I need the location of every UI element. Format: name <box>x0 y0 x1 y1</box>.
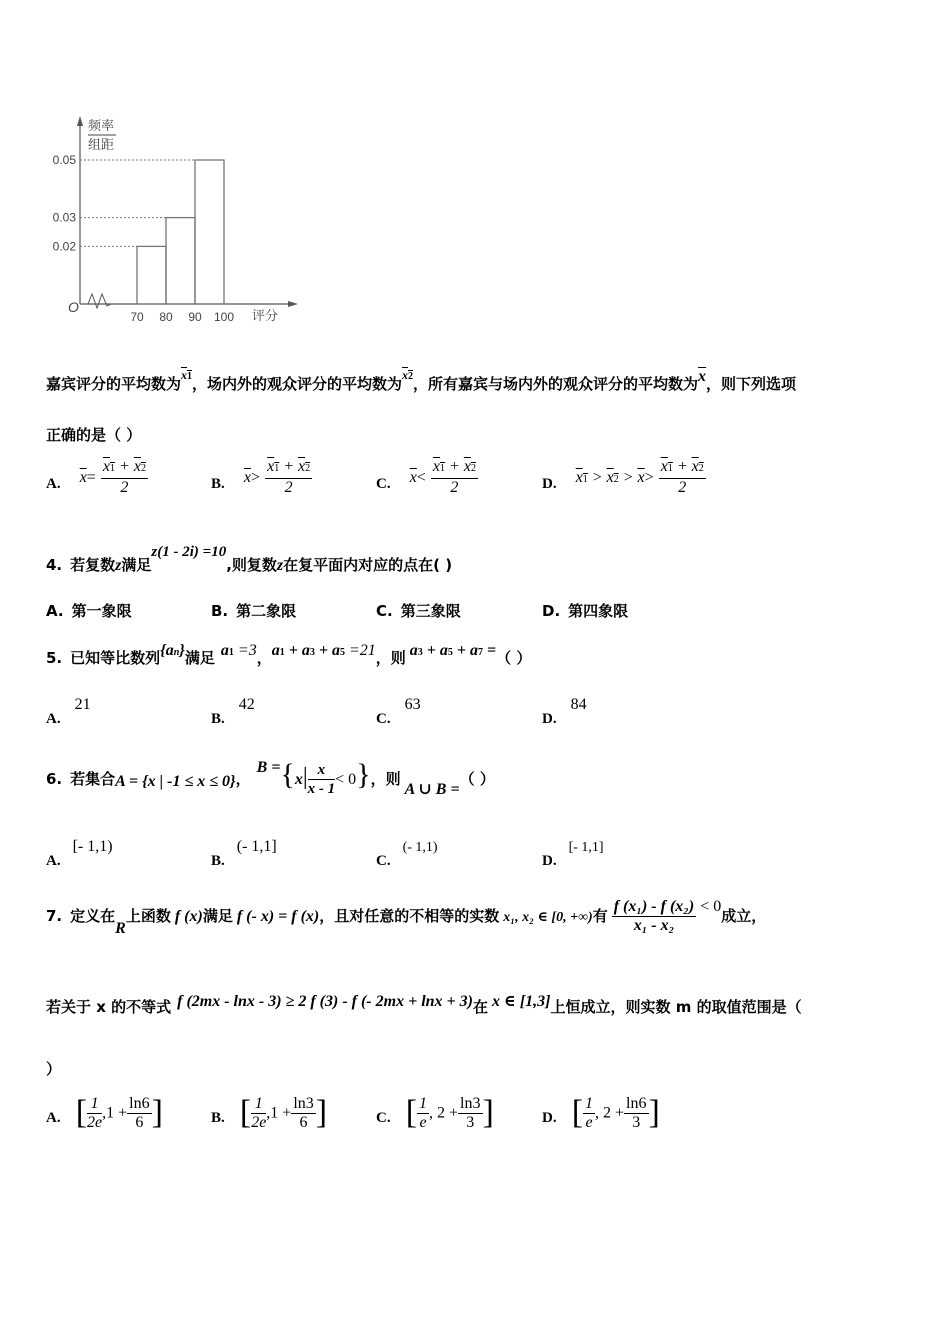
x-tick-label: 90 <box>188 310 202 324</box>
q3-stem-line2: 正确的是（ ） <box>46 426 142 444</box>
q7-option-c[interactable]: C. [ $\frac{1}{e}$ , 2 + $\frac{\ln 3}{3}$ ] <box>376 1094 494 1131</box>
y-tick-label: 0.02 <box>52 239 76 254</box>
x-tick-label: 100 <box>213 310 235 324</box>
origin-label: O <box>68 299 79 315</box>
y-axis-arrow <box>77 116 83 126</box>
q6-stem: 6. 若集合A = {x | -1 ≤ x ≤ 0}，B ={x| $\frac{x}{x - 1}$ < 0}，则A ∪ B =（ ） <box>46 758 495 798</box>
q5-option-d[interactable]: D.84 <box>542 696 587 727</box>
bar-80-90 <box>166 218 195 304</box>
x1-bar: x1 <box>181 368 193 382</box>
y-tick-label: 0.05 <box>52 153 76 167</box>
y-axis-label-top: 频率 <box>88 118 115 133</box>
histogram-chart <box>0 0 320 340</box>
x2-bar: x2 <box>402 368 414 382</box>
q3-option-c[interactable]: C. $\overline{x}<$ $\frac{x1 + x2}{2}$ <box>376 458 476 496</box>
q6-option-a[interactable]: A.[- 1,1) <box>46 838 113 869</box>
q7-option-a[interactable]: A. [ $\frac{1}{2e}$ ,1 + $\frac{\ln 6}{6}$ ] <box>46 1094 163 1131</box>
x-tick-label: 70 <box>130 310 144 324</box>
q4-option-c[interactable]: C. 第三象限 <box>376 602 461 620</box>
q6-option-b[interactable]: B.(- 1,1] <box>211 838 277 869</box>
q5-option-b[interactable]: B.42 <box>211 696 255 727</box>
q4-stem: 4. 若复数z满足z(1 - 2i) =10,则复数z在复平面内对应的点在( ) <box>46 544 453 574</box>
q6-option-d[interactable]: D.[- 1,1] <box>542 840 604 869</box>
x-axis-arrow <box>288 301 298 307</box>
q5-option-a[interactable]: A.21 <box>46 696 91 727</box>
q3-stem-line1: 嘉宾评分的平均数为$^{x1}$，场内外的观众评分的平均数为$^{x2}$，所有嘉宾与场内外的观众评分的平均数为$\overline{x}$，则下列选项 <box>46 368 797 393</box>
x-axis-label: 评分 <box>252 308 279 323</box>
q4-option-b[interactable]: B. 第二象限 <box>211 602 297 620</box>
q3-option-d[interactable]: D. $x1 > x2 > \overline{x}>$ $\frac{x1 + x2}{2}$ <box>542 458 704 496</box>
q3-option-b[interactable]: B. $\overline{x}>$ $\frac{x1 + x2}{2}$ <box>211 458 311 496</box>
q3-option-a[interactable]: A. $\overline{x}=$ $\frac{x1 + x2}{2}$ <box>46 458 146 496</box>
q5-stem: 5. 已知等比数列{an}满足 a1 =3，a1 + a3 + a5 =21，则 a3 + a5 + a7 =（ ） <box>46 642 532 667</box>
q4-option-d[interactable]: D. 第四象限 <box>542 602 629 620</box>
q7-option-b[interactable]: B. [ $\frac{1}{2e}$ ,1 + $\frac{\ln 3}{6}$ ] <box>211 1094 328 1131</box>
y-tick-label: 0.03 <box>52 210 76 225</box>
axis-break <box>88 294 111 308</box>
q7-stem-line2: 若关于 x 的不等式 f (2mx - lnx - 3) ≥ 2 f (3) - f (- 2mx + lnx + 3)在 x ∈ [1,3]上恒成立，则实数 m 的取值范围是（ <box>46 993 802 1016</box>
x-tick-label: 80 <box>159 310 173 324</box>
y-axis-label-bottom: 组距 <box>88 137 115 152</box>
q5-option-c[interactable]: C.63 <box>376 696 421 727</box>
x-bar: $\overline{x}$ <box>698 368 707 385</box>
q7-stem-line3: ） <box>46 1060 62 1078</box>
q7-stem-line1: 7. 定义在R上函数 f (x)满足 f (- x) = f (x)，且对任意的不相等的实数 x₁, x₂ ∈ [0, +∞)有 $\frac{\text{f (x₁) - f (x₂)}}{\text{x₁ - x₂}}$ < 0成立， <box>46 898 767 937</box>
q6-option-c[interactable]: C.(- 1,1) <box>376 840 438 869</box>
bar-90-100 <box>195 160 224 304</box>
q4-option-a[interactable]: A. 第一象限 <box>46 602 132 620</box>
bar-70-80 <box>137 246 166 304</box>
q7-option-d[interactable]: D. [ $\frac{1}{e}$ , 2 + $\frac{\ln 6}{3}$ ] <box>542 1094 660 1131</box>
